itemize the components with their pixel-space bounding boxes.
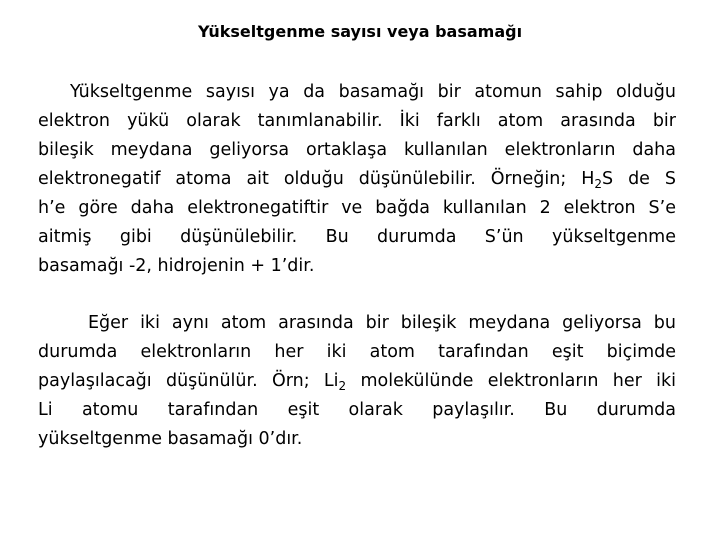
slide-title: Yükseltgenme sayısı veya basamağı [197, 22, 523, 41]
paragraph1-line3: bileşik meydana geliyorsa ortaklaşa kullanılan elektronların daha [38, 140, 676, 160]
h2s-subscript: 2 [594, 177, 603, 191]
paragraph1-line1: Yükseltgenme sayısı ya da basamağı bir atomun sahip olduğu [70, 82, 676, 102]
paragraph2-line3-text-a: paylaşılacağı düşünülür. Örn; Li [38, 371, 339, 391]
paragraph1-line4-text-b: S de S [602, 169, 677, 189]
paragraph1-line6: aitmiş gibi düşünülebilir. Bu durumda S’ün yükseltgenme [38, 227, 676, 247]
paragraph2-line5: yükseltgenme basamağı 0’dır. [38, 429, 303, 449]
paragraph1-line4-text-a: elektronegatif atoma ait olduğu düşünülebilir. Örneğin; H [38, 169, 595, 189]
paragraph1-line7: basamağı -2, hidrojenin + 1’dir. [38, 256, 315, 276]
paragraph2-line1: Eğer iki aynı atom arasında bir bileşik meydana geliyorsa bu [88, 313, 676, 333]
paragraph2-line3-text-b: molekülünde elektronların her iki [346, 371, 676, 391]
paragraph-oxidation-definition [38, 78, 676, 281]
paragraph2-line2: durumda elektronların her iki atom tarafından eşit biçimde [38, 342, 676, 362]
li2-subscript: 2 [338, 379, 347, 393]
paragraph2-line4: Li atomu tarafından eşit olarak paylaşılır. Bu durumda [38, 400, 676, 420]
paragraph-same-atom-example [38, 309, 676, 454]
paragraph1-line4 [38, 165, 676, 194]
paragraph1-line5: h’e göre daha elektronegatiftir ve bağda kullanılan 2 elektron S’e [38, 198, 676, 218]
paragraph2-line3 [38, 367, 676, 396]
paragraph1-line2: elektron yükü olarak tanımlanabilir. İki farklı atom arasında bir [38, 111, 676, 131]
